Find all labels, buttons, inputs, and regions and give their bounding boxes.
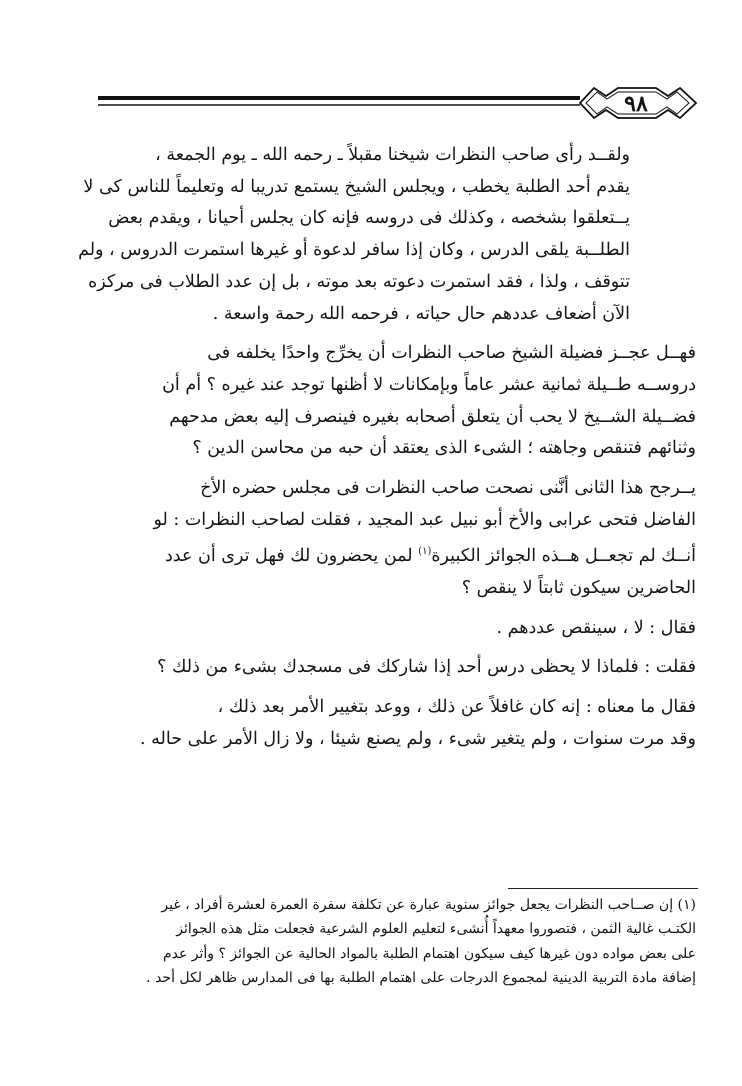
paragraph-1 [66, 140, 696, 330]
main-text [66, 140, 696, 763]
paragraph-3 [66, 473, 696, 605]
text-line: فضــيلة الشــيخ لا يحب أن يتعلق أصحابه بغيره فينصرف إليه بعض مدحهم [169, 406, 696, 427]
paragraph-6 [66, 692, 696, 755]
text-segment: أنــك لم تجعــل هــذه الجوائز الكبيرة [431, 546, 696, 567]
text-line-with-footnote [66, 536, 696, 573]
footnote-marker[interactable]: (١) [418, 546, 432, 558]
text-line: يــرجح هذا الثانى أنَّنى نصحت صاحب النظرات فى مجلس حضره الأخ [200, 478, 696, 499]
text-line: وقد مرت سنوات ، ولم يتغير شىء ، ولم يصنع شيئا ، ولا زال الأمر على حاله . [140, 728, 696, 749]
text-line: يــتعلقوا بشخصه ، وكذلك فى دروسه فإنه كان يجلس أحيانا ، ويقدم بعض [108, 208, 630, 229]
text-line: فهــل عجــز فضيلة الشيخ صاحب النظرات أن يخرِّج واحدًا يخلفه فى [207, 343, 696, 364]
text-line: الآن أضعاف عددهم حال حياته ، فرحمه الله رحمة واسعة . [212, 303, 630, 324]
text-line: وثنائهم فتنقص وجاهته ؛ الشىء الذى يعتقد أن حبه من محاسن الدين ؟ [192, 438, 696, 459]
text-line: الحاضرين سيكون ثابتاً لا ينقص ؟ [461, 577, 696, 598]
text-line: تتوقف ، ولذا ، فقد استمرت دعوته بعد موته ، بل إن عدد الطلاب فى مركزه [88, 271, 630, 292]
text-line: يقدم أحد الطلبة يخطب ، ويجلس الشيخ يستمع تدريبا له وتعليماً للناس كى لا [83, 176, 630, 197]
text-line: الفاضل فتحى عرابى والأخ أبو نبيل عبد المجيد ، فقلت لصاحب النظرات : لو [153, 509, 696, 530]
footnote-line: إضافة مادة التربية الدينية لمجموع الدرجات على اهتمام الطلبة بها فى المدارس ظاهر لكل أحد . [146, 970, 696, 987]
paragraph-2 [66, 338, 696, 465]
text-line: فقال ما معناه : إنه كان غافلاً عن ذلك ، ووعد بتغيير الأمر بعد ذلك ، [217, 697, 696, 718]
footnote [68, 893, 696, 991]
footnote-line: (١) إن صــاحب النظرات يجعل جوائز سنوية عبارة عن تكلفة سفرة العمرة لعشرة أفراد ، غير [161, 897, 696, 913]
paragraph-5 [66, 652, 696, 684]
paragraph-4 [66, 613, 696, 645]
page-number: ٩٨ [624, 91, 648, 117]
footnote-line: على بعض مواده دون غيرها كيف سيكون اهتمام الطلبة بالمواد الحالية عن الجوائز ؟ وأثر عدم [162, 945, 696, 962]
text-line: فقلت : فلماذا لا يحظى درس أحد إذا شاركك فى مسجدك بشىء من ذلك ؟ [157, 657, 696, 678]
text-line: ولقــد رأى صاحب النظرات شيخنا مقبلاً ـ رحمه الله ـ يوم الجمعة ، [155, 145, 630, 165]
footnote-separator [508, 888, 698, 889]
page-header [98, 84, 728, 124]
text-line: دروســه طــيلة ثمانية عشر عاماً وبإمكانات لا أظنها توجد عند غيره ؟ أم أن [162, 374, 696, 395]
text-line: الطلــبة يلقى الدرس ، وكان إذا سافر لدعوة أو غيرها استمرت الدروس ، ولم [78, 240, 630, 261]
footnote-line: الكتـب غالية الثمن ، فتصوروا معهداً أُنشىء لتعليم العلوم الشرعية فجعلت مثل هذه الجوائز [176, 921, 696, 938]
text-segment: لمن يحضرون لك فهل ترى أن عدد [165, 546, 419, 567]
text-line: فقال : لا ، سينقص عددهم . [496, 617, 696, 638]
